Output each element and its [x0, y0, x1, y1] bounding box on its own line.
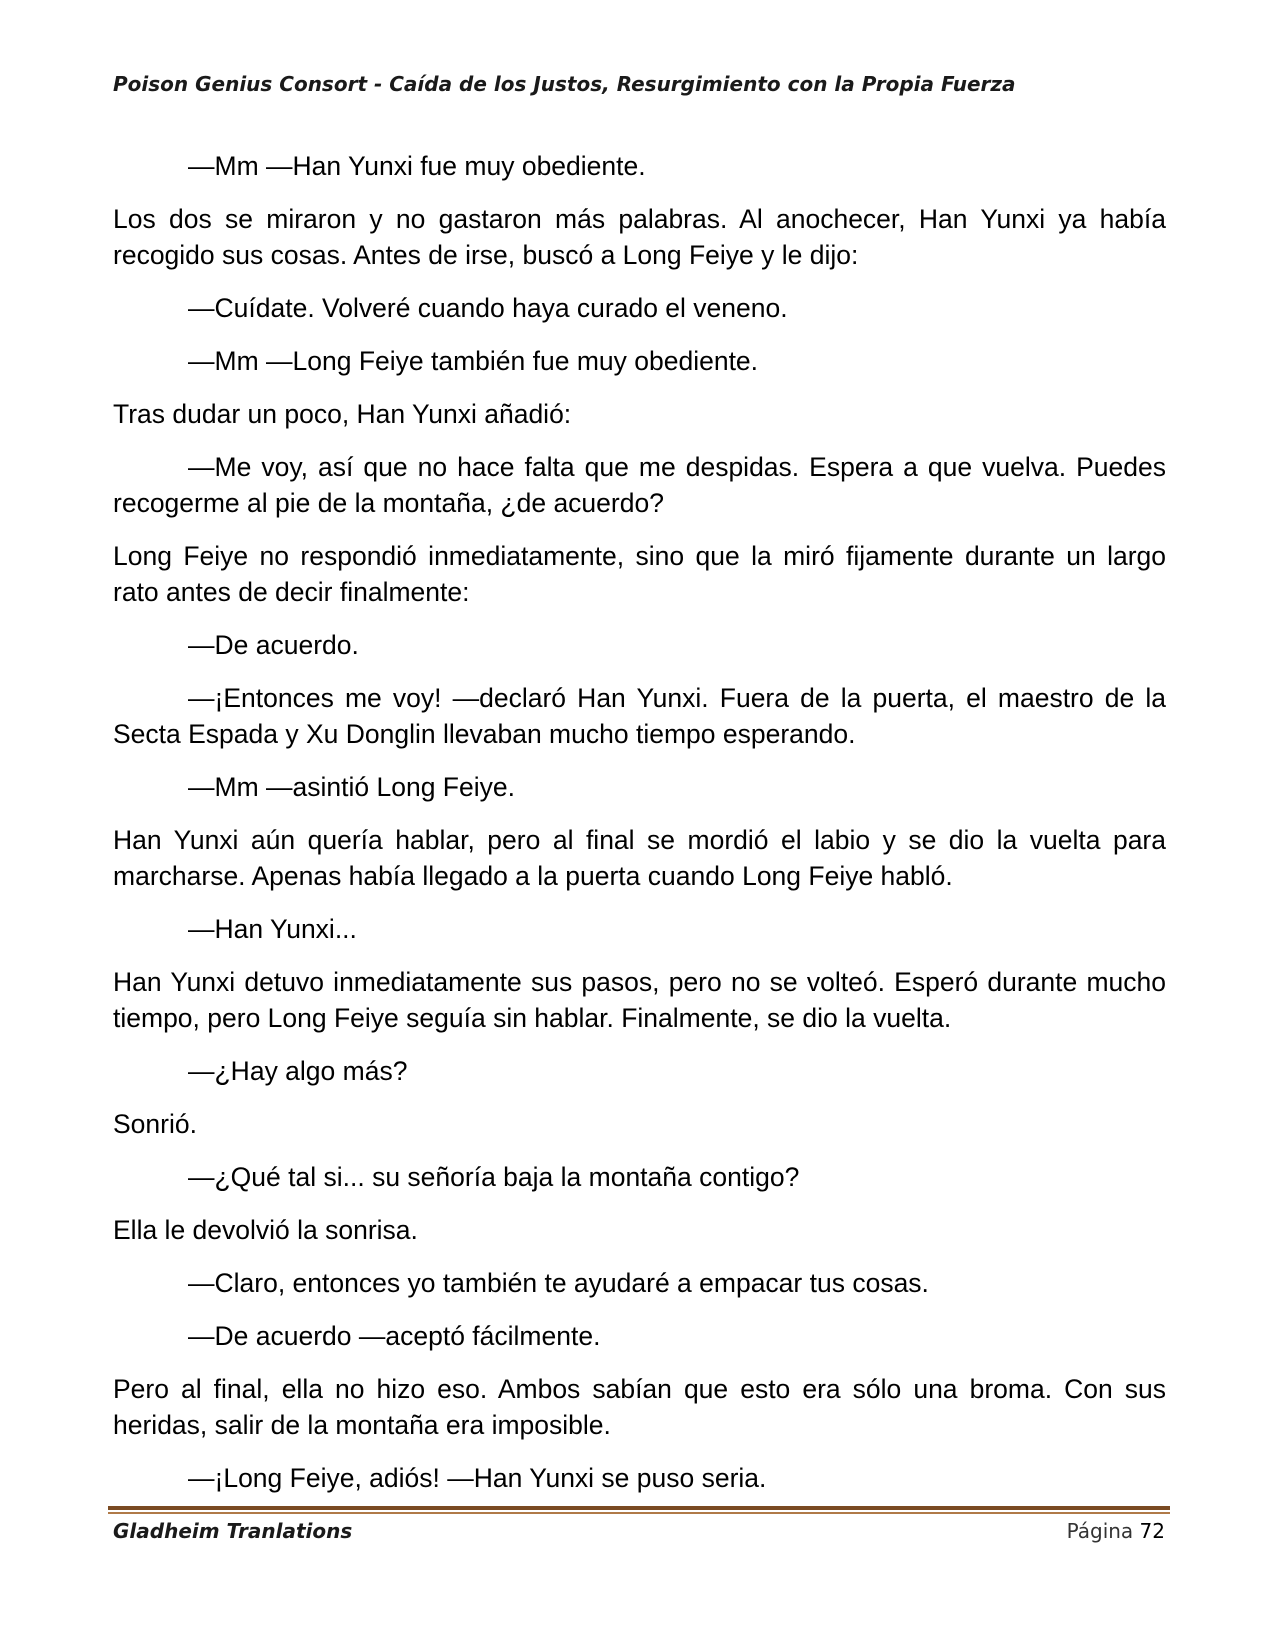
paragraph: —Cuídate. Volveré cuando haya curado el veneno. [188, 293, 788, 323]
paragraph: —De acuerdo. [188, 630, 359, 660]
page-header-title: Poison Genius Consort - Caída de los Justos, Resurgimiento con la Propia Fuerza [113, 72, 1016, 96]
paragraph: Han Yunxi detuvo inmediatamente sus pasos, pero no se volteó. Esperó durante mucho tiempo, pero Long Feiye seguía sin hablar. Finalmente, se dio la vuelta. [113, 967, 1166, 1033]
paragraph: Long Feiye no respondió inmediatamente, sino que la miró fijamente durante un largo rato antes de decir finalmente: [113, 541, 1166, 607]
paragraph: —Han Yunxi... [188, 914, 357, 944]
paragraph: —Me voy, así que no hace falta que me despidas. Espera a que vuelva. Puedes recogerme al pie de la montaña, ¿de acuerdo? [113, 452, 1166, 518]
paragraph: —De acuerdo —aceptó fácilmente. [188, 1321, 601, 1351]
paragraph: —¡Entonces me voy! —declaró Han Yunxi. Fuera de la puerta, el maestro de la Secta Espada y Xu Donglin llevaban mucho tiempo esperando. [113, 683, 1166, 749]
footer-divider [108, 1506, 1170, 1510]
paragraph: —¿Hay algo más? [188, 1056, 408, 1086]
paragraph: —¡Long Feiye, adiós! —Han Yunxi se puso seria. [188, 1463, 767, 1493]
body-text [113, 148, 1166, 1513]
page-number-value: 72 [1139, 1519, 1165, 1543]
paragraph: Han Yunxi aún quería hablar, pero al final se mordió el labio y se dio la vuelta para marcharse. Apenas había llegado a la puerta cuando Long Feiye habló. [113, 825, 1166, 891]
paragraph: —Claro, entonces yo también te ayudaré a empacar tus cosas. [188, 1268, 929, 1298]
paragraph: Sonrió. [113, 1109, 197, 1139]
paragraph: Ella le devolvió la sonrisa. [113, 1215, 418, 1245]
paragraph: —Mm —asintió Long Feiye. [188, 772, 515, 802]
paragraph: Los dos se miraron y no gastaron más palabras. Al anochecer, Han Yunxi ya había recogido sus cosas. Antes de irse, buscó a Long Feiye y le dijo: [113, 204, 1166, 270]
page-number [1067, 1519, 1165, 1543]
paragraph: —Mm —Long Feiye también fue muy obediente. [188, 346, 759, 376]
page-label: Página [1066, 1519, 1134, 1543]
paragraph: —¿Qué tal si... su señoría baja la montaña contigo? [188, 1162, 800, 1192]
footer-translator-credit: Gladheim Tranlations [113, 1519, 353, 1543]
paragraph: Pero al final, ella no hizo eso. Ambos sabían que esto era sólo una broma. Con sus heridas, salir de la montaña era imposible. [113, 1374, 1166, 1440]
footer-divider-thin [108, 1512, 1170, 1514]
paragraph: Tras dudar un poco, Han Yunxi añadió: [113, 399, 572, 429]
paragraph: —Mm —Han Yunxi fue muy obediente. [188, 151, 646, 181]
